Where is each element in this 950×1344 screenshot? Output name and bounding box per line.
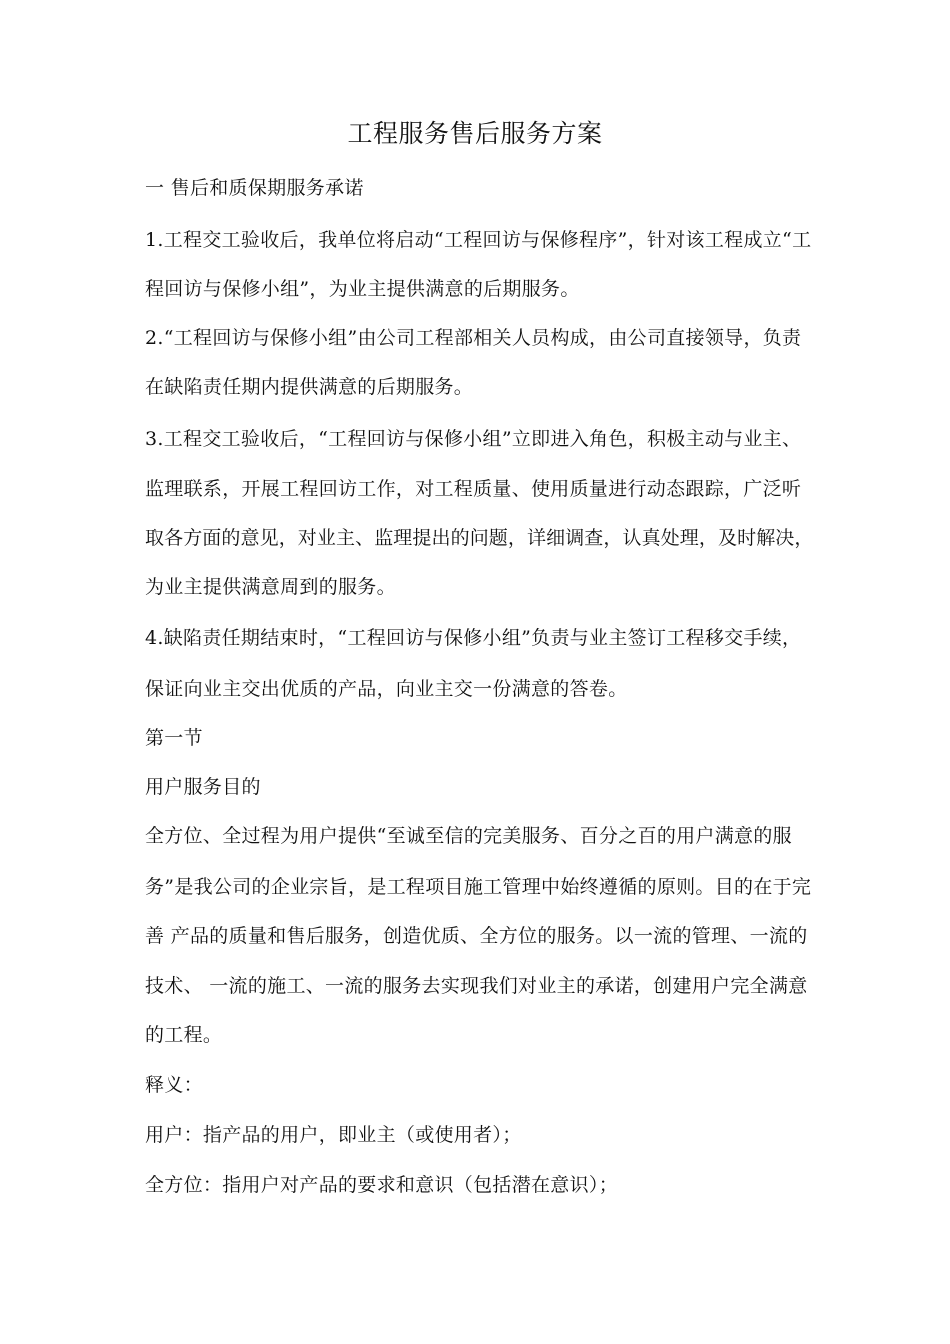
- text-line: 2.“工程回访与保修小组”由公司工程部相关人员构成，由公司直接领导，负责: [145, 327, 802, 349]
- text-line: 保证向业主交出优质的产品，向业主交一份满意的答卷。: [145, 678, 628, 700]
- text-line: 监理联系，开展工程回访工作，对工程质量、使用质量进行动态跟踪，广泛听: [145, 478, 802, 500]
- text-line: 善 产品的质量和售后服务，创造优质、全方位的服务。以一流的管理、一流的: [145, 925, 808, 947]
- section-heading: 第一节: [145, 727, 203, 749]
- text-line: 的工程。: [145, 1024, 223, 1046]
- text-line: 程回访与保修小组”，为业主提供满意的后期服务。: [145, 278, 580, 300]
- section-heading: 用户服务目的: [145, 776, 261, 798]
- text-line: 3.工程交工验收后，“工程回访与保修小组”立即进入角色，积极主动与业主、: [145, 428, 802, 450]
- text-line: 取各方面的意见，对业主、监理提出的问题，详细调查，认真处理，及时解决，: [145, 527, 814, 549]
- document-title: 工程服务售后服务方案: [347, 119, 603, 148]
- text-line: 务”是我公司的企业宗旨，是工程项目施工管理中始终遵循的原则。目的在于完: [145, 876, 812, 898]
- text-line: 全方位、全过程为用户提供“至诚至信的完美服务、百分之百的用户满意的服: [145, 825, 792, 847]
- text-line: 1.工程交工验收后，我单位将启动“工程回访与保修程序”，针对该工程成立“工: [145, 229, 812, 251]
- text-line: 为业主提供满意周到的服务。: [145, 576, 396, 598]
- text-line: 在缺陷责任期内提供满意的后期服务。: [145, 376, 474, 398]
- definition-heading: 释义：: [145, 1074, 203, 1096]
- section-heading: 一 售后和质保期服务承诺: [145, 177, 364, 199]
- definition-line: 用户：指产品的用户，即业主（或使用者）；: [145, 1124, 522, 1146]
- text-line: 4.缺陷责任期结束时，“工程回访与保修小组”负责与业主签订工程移交手续，: [145, 627, 802, 649]
- definition-line: 全方位：指用户对产品的要求和意识（包括潜在意识）；: [145, 1174, 619, 1196]
- text-line: 技术、 一流的施工、一流的服务去实现我们对业主的承诺，创建用户完全满意: [145, 975, 808, 997]
